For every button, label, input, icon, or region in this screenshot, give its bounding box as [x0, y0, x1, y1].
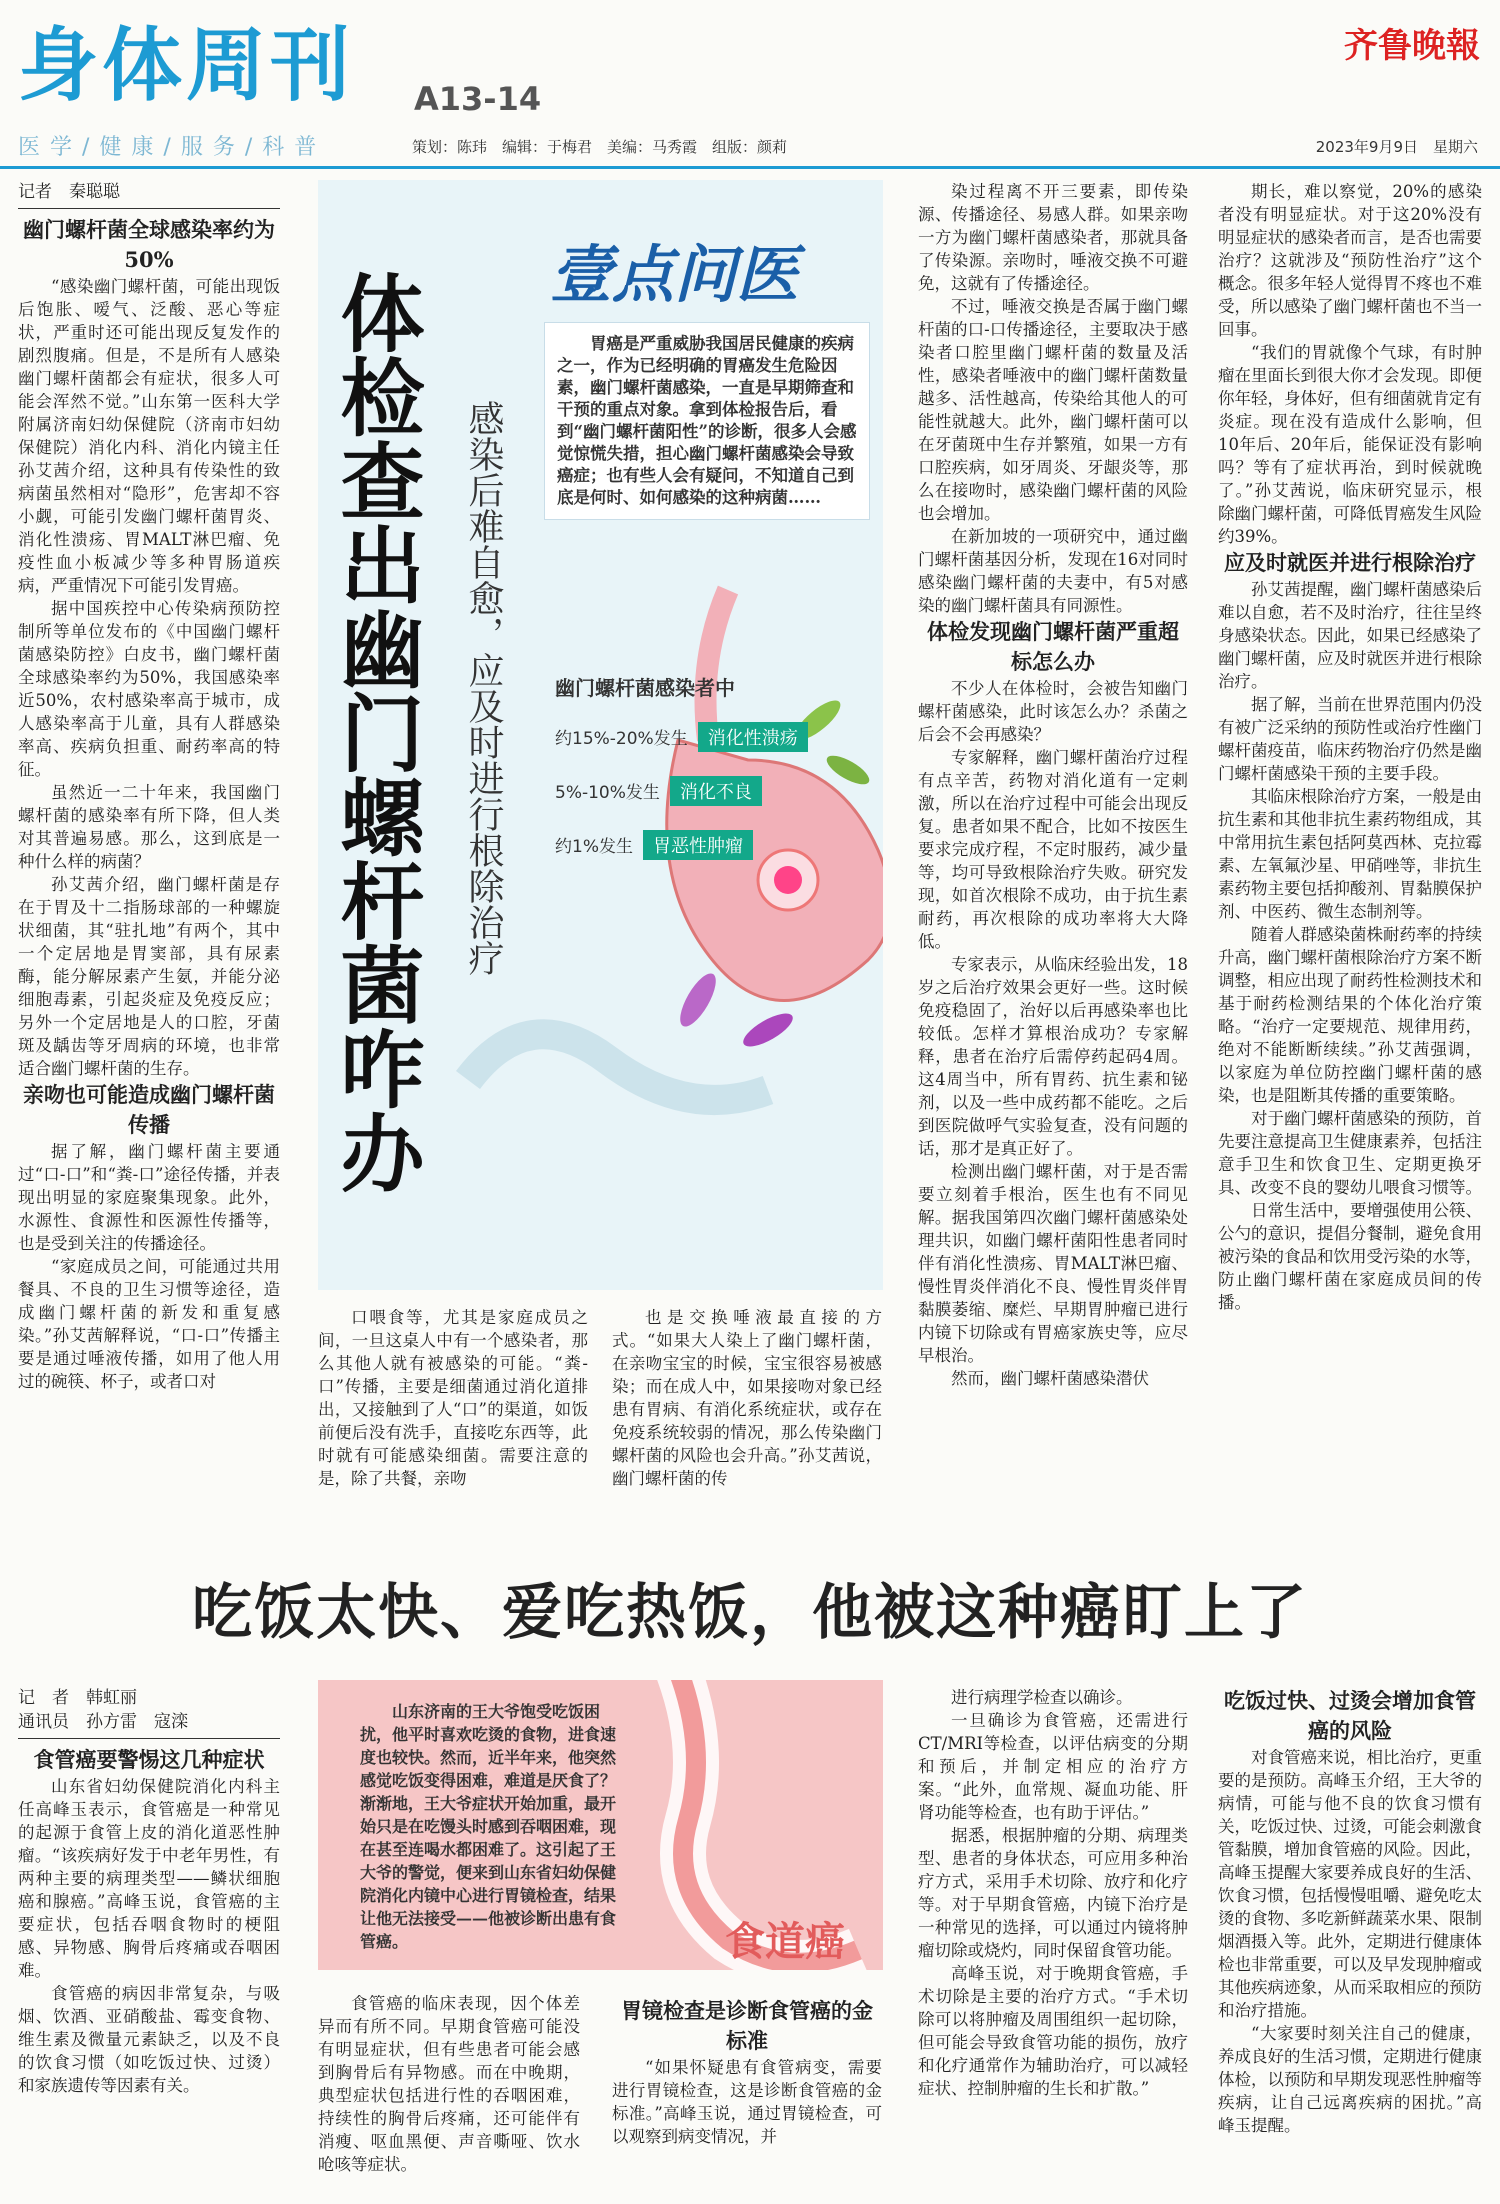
article1-subheadline: 感染后难自愈，应及时进行根除治疗 — [463, 400, 504, 976]
stat-tag: 消化性溃疡 — [698, 722, 808, 752]
article2-column-2 — [318, 1992, 580, 2186]
subheading: 体检发现幽门螺杆菌严重超标怎么办 — [927, 619, 1179, 674]
article1-headline: 体检查出幽门螺杆菌咋办 — [327, 270, 425, 1194]
stat-heading: 幽门螺杆菌感染者中 — [555, 676, 735, 700]
column-logo: 壹点问医 — [550, 238, 799, 311]
newspaper-logo: 齐鲁晚報 — [1344, 26, 1480, 66]
paragraph: “大家要时刻关注自己的健康，养成良好的生活习惯，定期进行健康体检，以预防和早期发现恶性肿瘤等疾病，让自己远离疾病的困扰。”高峰玉提醒。 — [1218, 2024, 1482, 2135]
paragraph: 进行病理学检查以确诊。 — [951, 1688, 1133, 1707]
paragraph: 然而，幽门螺杆菌感染潜伏 — [951, 1369, 1149, 1388]
paragraph: 日常生活中，要增强使用公筷、公勺的意识，提倡分餐制，避免食用被污染的食品和饮用受污染的水等，防止幽门螺杆菌在家庭成员间的传播。 — [1218, 1201, 1482, 1312]
paragraph: 不过，唾液交换是否属于幽门螺杆菌的口-口传播途径，主要取决于感染者口腔里幽门螺杆菌的数量及活性，感染者唾液中的幽门螺杆菌数量越多、活性越高，传染给其他人的可能性就越大。此外，幽门螺杆菌可以在牙菌斑中生存并繁殖，如果一方有口腔疾病，如牙周炎、牙龈炎等，那么在接吻时，感染幽门螺杆菌的风险也会增加。 — [918, 297, 1188, 523]
stat-tag: 胃恶性肿瘤 — [643, 830, 753, 860]
paragraph: 专家解释，幽门螺杆菌治疗过程有点辛苦，药物对消化道有一定刺激，所以在治疗过程中可能会出现反复。患者如果不配合，比如不按医生要求完成疗程，不定时服药，减少量等，均可导致根除治疗失败。研究发现，如首次根除不成功，由于抗生素耐药，再次根除的成功率将大大降低。 — [918, 748, 1188, 951]
paragraph: 一旦确诊为食管癌，还需进行CT/MRI等检查，以评估病变的分期和预后，并制定相应的治疗方案。“此外，血常规、凝血功能、肝肾功能等检查，也有助于评估。” — [918, 1711, 1188, 1822]
paragraph: “感染幽门螺杆菌，可能出现饭后饱胀、嗳气、泛酸、恶心等症状，严重时还可能出现反复发作的剧烈腹痛。但是，不是所有人感染幽门螺杆菌都会有症状，很多人可能会浑然不觉。”山东第一医科大学附属济南妇幼保健院（济南市妇幼保健院）消化内科、消化内镜主任孙艾茜介绍，这种具有传染性的致病菌虽然相对“隐形”，危害却不容小觑，可能引发幽门螺杆菌胃炎、消化性溃疡、胃MALT淋巴瘤、免疫性血小板减少等多种胃肠道疾病，严重情况下可能引发胃癌。 — [18, 277, 280, 595]
paragraph: 在新加坡的一项研究中，通过幽门螺杆菌基因分析，发现在16对同时感染幽门螺杆菌的夫妻中，有5对感染的幽门螺杆菌具有同源性。 — [918, 527, 1188, 615]
article1-bottom-right: 也是交换唾液最直接的方式。“如果大人染上了幽门螺杆菌，在亲吻宝宝的时候，宝宝很容易被感染；而在成人中，如果接吻对象已经患有胃病、有消化系统症状，或存在免疫系统较弱的情况，那么传染幽门螺杆菌的风险也会升高。”孙艾茜说，幽门螺杆菌的传 — [612, 1308, 882, 1488]
stat-row: 约15%-20%发生 消化性溃疡 — [555, 722, 808, 752]
paragraph: 据中国疾控中心传染病预防控制所等单位发布的《中国幽门螺杆菌感染防控》白皮书，幽门螺杆菌全球感染率约为50%，我国感染率近50%，农村感染率高于城市，成人感染率高于儿童，具有人群感染率高、疾病负担重、耐药率高的特征。 — [18, 599, 280, 779]
article2-byline: 记 者 韩虹丽 通讯员 孙方雷 寇滦 — [18, 1686, 280, 1739]
paragraph: 据悉，根据肿瘤的分期、病理类型、患者的身体状态，可应用多种治疗方式，采用手术切除、放疗和化疗等。对于早期食管癌，内镜下治疗是一种常见的选择，可以通过内镜将肿瘤切除或烧灼，同时保留食管功能。 — [918, 1826, 1188, 1960]
paragraph: 染过程离不开三要素，即传染源、传播途径、易感人群。如果亲吻一方为幽门螺杆菌感染者，那就具备了传染源。亲吻时，唾液交换不可避免，这就有了传播途径。 — [918, 182, 1188, 293]
subheading: 亲吻也可能造成幽门螺杆菌传播 — [23, 1082, 275, 1137]
paragraph: 专家表示，从临床经验出发，18岁之后治疗效果会更好一些。这时候免疫稳固了，治好以后再感染率也比较低。怎样才算根治成功？专家解释，患者在治疗后需停药起码4周。这4周当中，所有胃药、抗生素和铋剂，以及一些中成药都不能吃。之后到医院做呼气实验复查，没有问题的话，那才是真正好了。 — [918, 955, 1188, 1158]
article1-byline: 记者 秦聪聪 — [18, 180, 280, 209]
paragraph: 其临床根除治疗方案，一般是由抗生素和其他非抗生素药物组成，其中常用抗生素包括阿莫西林、克拉霉素、左氧氟沙星、甲硝唑等，非抗生素药物主要包括抑酸剂、胃黏膜保护剂、中医药、微生态制剂等。 — [1218, 787, 1482, 921]
article1-bottom-left: 口喂食等，尤其是家庭成员之间，一旦这桌人中有一个感染者，那么其他人就有被感染的可能。“粪-口”传播，主要是细菌通过消化道排出，又接触到了人“口”的渠道，如饭前便后没有洗手，直接吃东西等，此时就有可能感染细菌。需要注意的是，除了共餐，亲吻 — [318, 1308, 588, 1488]
paragraph: 虽然近一二十年来，我国幽门螺杆菌的感染率有所下降，但人类对其普遍易感。那么，这到底是一种什么样的病菌？ — [18, 783, 280, 871]
article1-column-4 — [1218, 180, 1482, 1502]
staff-credits: 策划：陈玮 编辑：于梅君 美编：马秀霞 组版：颜莉 — [412, 138, 788, 156]
stat-tag: 消化不良 — [670, 776, 762, 806]
paragraph: 对于幽门螺杆菌感染的预防，首先要注意提高卫生健康素养，包括注意手卫生和饮食卫生、定期更换牙具、改变不良的婴幼儿喂食习惯等。 — [1218, 1109, 1482, 1197]
paragraph: 高峰玉说，对于晚期食管癌，手术切除是主要的治疗方式。“手术切除可以将肿瘤及周围组织一起切除，但可能会导致食管功能的损伤，放疗和化疗通常作为辅助治疗，可以减轻症状、控制肿瘤的生长和扩散。” — [918, 1964, 1188, 2098]
page-number: A13-14 — [414, 80, 542, 118]
section-subtitle: 医学/健康/服务/科普 — [18, 135, 327, 160]
article1-column-3 — [918, 180, 1188, 1502]
subheading: 食管癌要警惕这几种症状 — [33, 1747, 265, 1772]
paragraph: 不少人在体检时，会被告知幽门螺杆菌感染，此时该怎么办？杀菌之后会不会再感染？ — [918, 679, 1188, 744]
paragraph: 随着人群感染菌株耐药率的持续升高，幽门螺杆菌根除治疗方案不断调整，相应出现了耐药性检测技术和基于耐药检测结果的个体化治疗策略。“治疗一定要规范、规律用药，绝对不能断断续续。”孙艾茜强调，以家庭为单位防控幽门螺杆菌的感染，也是阻断其传播的重要策略。 — [1218, 925, 1482, 1105]
issue-date: 2023年9月9日 星期六 — [1315, 138, 1478, 156]
section-title: 身体周刊 — [18, 19, 354, 112]
article2-column-1 — [18, 1686, 280, 2186]
paragraph: 期长，难以察觉，20%的感染者没有明显症状。对于这20%没有明显症状的感染者而言，是否也需要治疗？这就涉及“预防性治疗”这个概念。很多年轻人觉得胃不疼也不难受，所以感染了幽门螺杆菌也不当一回事。 — [1218, 182, 1482, 339]
article2-column-4 — [1218, 1686, 1482, 2186]
stat-row: 5%-10%发生 消化不良 — [555, 776, 762, 806]
paragraph: “家庭成员之间，可能通过共用餐具、不良的卫生习惯等途径，造成幽门螺杆菌的新发和重复感染。”孙艾茜解释说，“口-口”传播主要是通过唾液传播，如用了他人用过的碗筷、杯子，或者口对 — [18, 1257, 280, 1391]
esophageal-cancer-label: 食道癌 — [725, 1919, 845, 1965]
article1-intro: 胃癌是严重威胁我国居民健康的疾病之一，作为已经明确的胃癌发生危险因素，幽门螺杆菌感染，一直是早期筛查和干预的重点对象。拿到体检报告后，看到“幽门螺杆菌阳性”的诊断，很多人会感觉惊慌失措，担心幽门螺杆菌感染会导致癌症；也有些人会有疑问，不知道自己到底是何时、如何感染的这种病菌…… — [544, 322, 870, 520]
paragraph: “我们的胃就像个气球，有时肿瘤在里面长到很大你才会发现。即便你年轻，身体好，但有细菌就肯定有炎症。现在没有造成什么影响，但10年后、20年后，能保证没有影响吗？等有了症状再治，到时候就晚了。”孙艾茜说，临床研究显示，根除幽门螺杆菌，可降低胃癌发生风险约39%。 — [1218, 343, 1482, 546]
subheading: 应及时就医并进行根除治疗 — [1224, 550, 1476, 575]
paragraph: “如果怀疑患有食管病变，需要进行胃镜检查，这是诊断食管癌的金标准。”高峰玉说，通过胃镜检查，可以观察到病变情况，并 — [612, 2058, 882, 2146]
stat-row: 约1%发生 胃恶性肿瘤 — [555, 830, 753, 860]
paragraph: 孙艾茜提醒，幽门螺杆菌感染后难以自愈，若不及时治疗，往往呈终身感染状态。因此，如果已经感染了幽门螺杆菌，应及时就医并进行根除治疗。 — [1218, 580, 1482, 691]
paragraph: 山东省妇幼保健院消化内科主任高峰玉表示，食管癌是一种常见的起源于食管上皮的消化道恶性肿瘤。“该疾病好发于中老年男性，有两种主要的病理类型——鳞状细胞癌和腺癌。”高峰玉说，食管癌的主要症状，包括吞咽食物时的梗阻感、异物感、胸骨后疼痛或吞咽困难。 — [18, 1777, 280, 1980]
paragraph: 检测出幽门螺杆菌，对于是否需要立刻着手根治，医生也有不同见解。据我国第四次幽门螺杆菌感染处理共识，如幽门螺杆菌阳性患者同时伴有消化性溃疡、胃MALT淋巴瘤、慢性胃炎伴消化不良、慢性胃炎伴胃黏膜萎缩、糜烂、早期胃肿瘤已进行内镜下切除或有胃癌家族史等，应尽早根治。 — [918, 1162, 1188, 1365]
paragraph: 据了解，当前在世界范围内仍没有被广泛采纳的预防性或治疗性幽门螺杆菌疫苗，临床药物治疗仍然是幽门螺杆菌感染干预的主要手段。 — [1218, 695, 1482, 783]
subheading: 幽门螺杆菌全球感染率约为50% — [23, 217, 275, 272]
subheading: 胃镜检查是诊断食管癌的金标准 — [621, 1998, 873, 2053]
article2-column-3 — [918, 1686, 1188, 2186]
article2-headline: 吃饭太快、爱吃热饭，他被这种癌盯上了 — [192, 1578, 1308, 1648]
paragraph: 孙艾茜介绍，幽门螺杆菌是存在于胃及十二指肠球部的一种螺旋状细菌，其“驻扎地”有两个，其中一个定居地是胃窦部，具有尿素酶，能分解尿素产生氨，并能分泌细胞毒素，引起炎症及免疫反应；另外一个定居地是人的口腔，牙菌斑及龋齿等牙周病的环境，也非常适合幽门螺杆菌的生存。 — [18, 875, 280, 1078]
paragraph: 据了解，幽门螺杆菌主要通过“口-口”和“粪-口”途径传播，并表现出明显的家庭聚集现象。此外，水源性、食源性和医源性传播等，也是受到关注的传播途径。 — [18, 1142, 280, 1253]
subheading: 吃饭过快、过烫会增加食管癌的风险 — [1224, 1688, 1476, 1743]
paragraph: 食管癌的病因非常复杂，与吸烟、饮酒、亚硝酸盐、霉变食物、维生素及微量元素缺乏，以及不良的饮食习惯（如吃饭过快、过烫）和家族遗传等因素有关。 — [18, 1984, 280, 2095]
article1-column-1 — [18, 180, 280, 1500]
article2-column-2b — [612, 1992, 882, 2186]
article2-intro: 山东济南的王大爷饱受吃饭困扰，他平时喜欢吃烫的食物，进食速度也较快。然而，近半年来，他突然感觉吃饭变得困难，难道是厌食了？渐渐地，王大爷症状开始加重，最开始只是在吃馒头时感到吞咽困难，现在甚至连喝水都困难了。这引起了王大爷的警觉，便来到山东省妇幼保健院消化内镜中心进行胃镜检查，结果让他无法接受——他被诊断出患有食管癌。 — [360, 1702, 617, 1951]
paragraph: 对食管癌来说，相比治疗，更重要的是预防。高峰玉介绍，王大爷的病情，可能与他不良的饮食习惯有关，吃饭过快、过烫，可能会刺激食管黏膜，增加食管癌的风险。因此，高峰玉提醒大家要养成良好的生活、饮食习惯，包括慢慢咀嚼、避免吃太烫的食物、多吃新鲜蔬菜水果、限制烟酒摄入等。此外，定期进行健康体检也非常重要，可以及早发现肿瘤或其他疾病迹象，从而采取相应的预防和治疗措施。 — [1218, 1748, 1482, 2020]
header-rule — [0, 166, 1500, 169]
paragraph: 食管癌的临床表现，因个体差异而有所不同。早期食管癌可能没有明显症状，但有些患者可能会感到胸骨后有异物感。而在中晚期，典型症状包括进行性的吞咽困难，持续性的胸骨后疼痛，还可能伴有消瘦、呕血黑便、声音嘶哑、饮水呛咳等症状。 — [318, 1994, 580, 2174]
